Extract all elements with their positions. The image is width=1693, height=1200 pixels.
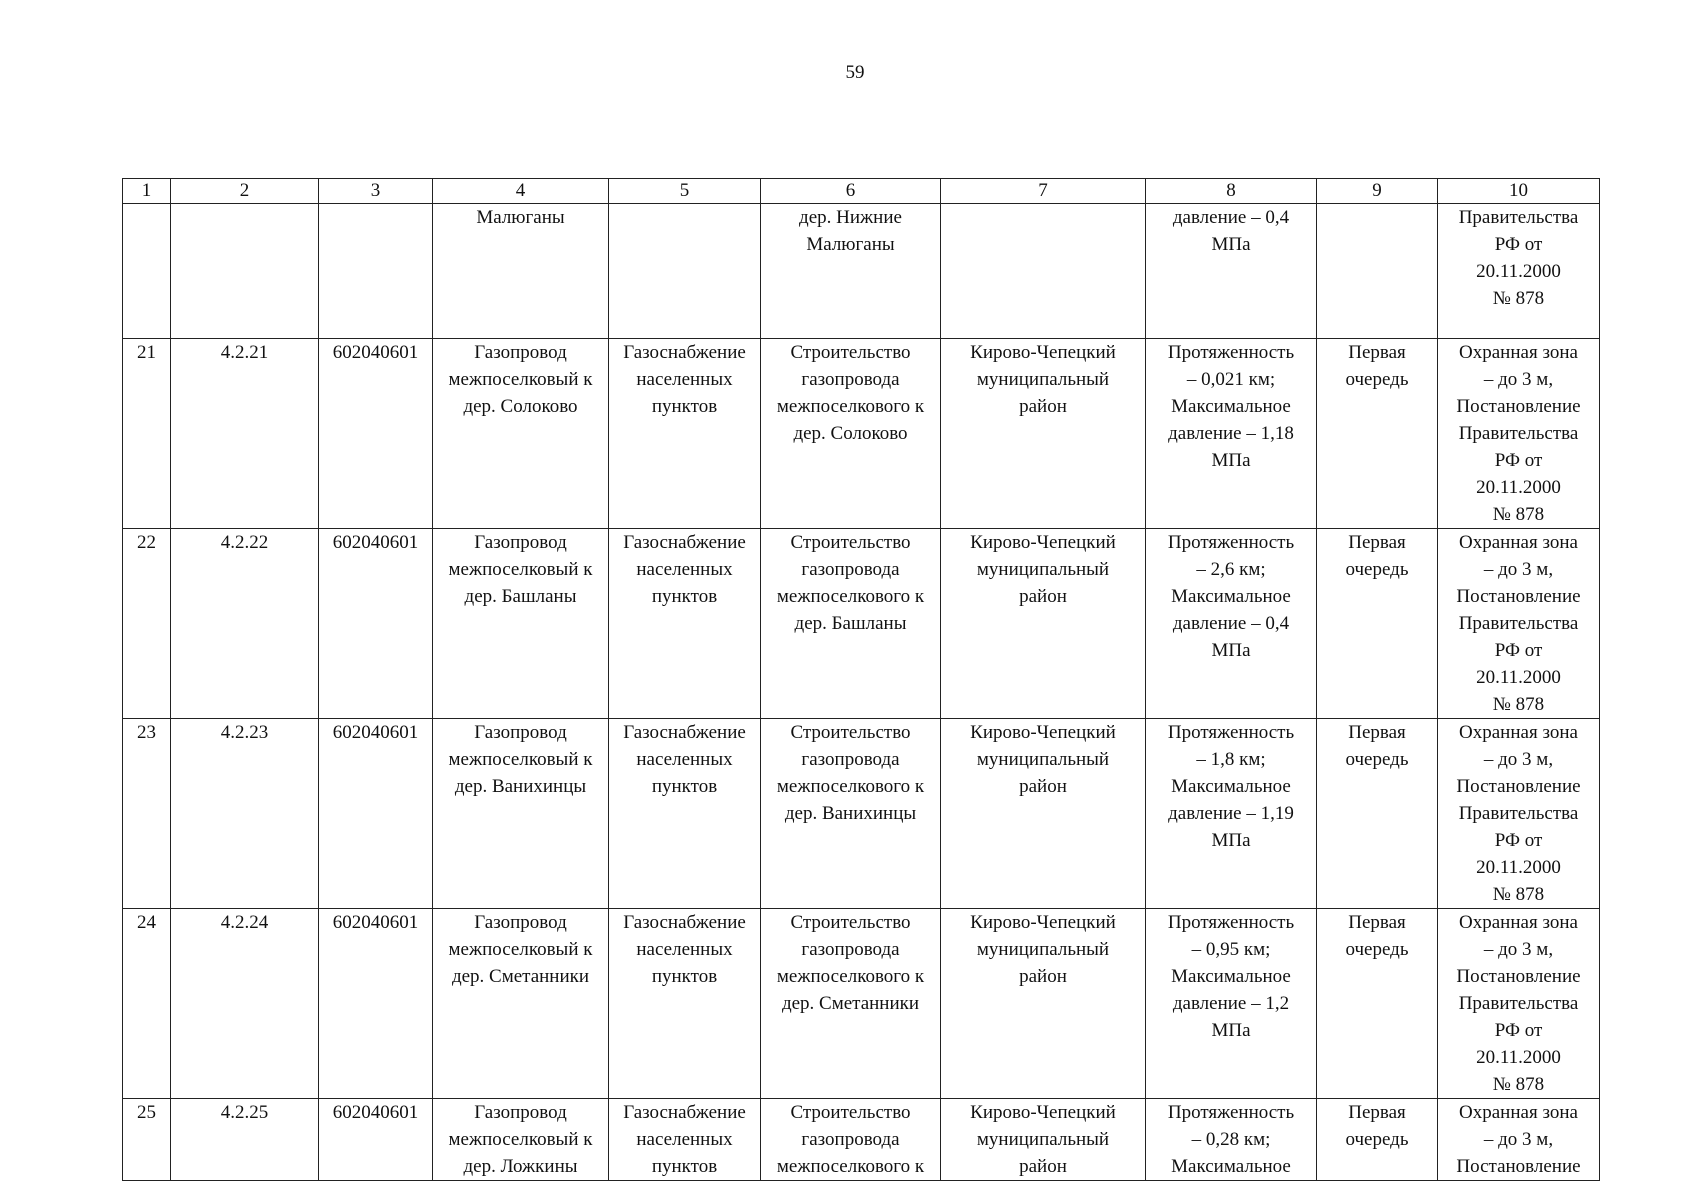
cell-text-line: – до 3 м, (1483, 749, 1554, 770)
cell-text-line: межпоселковый к (448, 1129, 593, 1150)
column-number: 6 (761, 179, 941, 204)
table-row (123, 529, 1600, 719)
column-number: 1 (123, 179, 171, 204)
cell-text-line: Газопровод (474, 1102, 567, 1123)
cell-text-line: РФ от (1494, 234, 1543, 255)
cell-text-line: межпоселкового к (776, 966, 925, 987)
cell-text-line: 20.11.2000 (1476, 1047, 1561, 1068)
cell-text-line: давление – 1,18 (1168, 423, 1294, 444)
cell-text-line: район (1019, 1156, 1067, 1177)
cell-text-line: дер. Ванихинцы (784, 803, 917, 824)
cell-row-number (123, 204, 171, 339)
cell-text-line: Максимальное (1171, 396, 1291, 417)
column-number: 2 (171, 179, 319, 204)
cell-text-line: – до 3 м, (1483, 369, 1554, 390)
cell-text-line: МПа (1211, 234, 1251, 255)
cell-row-number (123, 719, 171, 909)
cell-text-line: дер. Ложкины (463, 1156, 578, 1177)
cell-text-line: – 0,021 км; (1186, 369, 1276, 390)
cell-measures (761, 529, 941, 719)
cell-text-line: Постановление (1456, 396, 1581, 417)
cell-text-line: давление – 1,2 (1172, 993, 1290, 1014)
cell-text-line: – до 3 м, (1483, 939, 1554, 960)
cell-characteristics (1146, 529, 1317, 719)
cell-text-line: Первая (1348, 1102, 1406, 1123)
cell-zone (1438, 1099, 1600, 1181)
cell-text-line: Максимальное (1171, 1156, 1291, 1177)
cell-text-line: Газоснабжение (623, 1102, 746, 1123)
cell-row-number (123, 529, 171, 719)
cell-text-line: населенных (636, 369, 733, 390)
cell-text-line: Газопровод (474, 722, 567, 743)
column-number: 3 (319, 179, 433, 204)
cell-text-line: Максимальное (1171, 966, 1291, 987)
table-body (123, 204, 1600, 1181)
cell-text-line: – до 3 м, (1483, 559, 1554, 580)
cell-class-code (319, 529, 433, 719)
cell-text-line: 20.11.2000 (1476, 477, 1561, 498)
cell-text-line: 4.2.24 (220, 912, 269, 933)
cell-code (171, 719, 319, 909)
cell-text-line: Протяженность (1167, 532, 1295, 553)
cell-text-line: Кирово-Чепецкий (970, 342, 1116, 363)
cell-characteristics (1146, 719, 1317, 909)
cell-text-line: очередь (1345, 559, 1409, 580)
cell-zone (1438, 719, 1600, 909)
cell-text-line: Протяженность (1167, 342, 1295, 363)
cell-text-line: дер. Нижние (799, 207, 902, 228)
cell-text-line: муниципальный (976, 559, 1110, 580)
cell-text-line: Строительство (790, 342, 911, 363)
column-number: 8 (1146, 179, 1317, 204)
cell-text-line: № 878 (1492, 884, 1545, 905)
cell-text-line: № 878 (1492, 694, 1545, 715)
cell-text-line: Первая (1348, 912, 1406, 933)
cell-text-line: Охранная зона (1459, 532, 1578, 553)
cell-text-line: Газопровод (474, 342, 567, 363)
cell-text-line: дер. Сметанники (451, 966, 590, 987)
cell-text-line: № 878 (1492, 288, 1545, 309)
cell-stage (1317, 909, 1438, 1099)
cell-text-line: – 0,95 км; (1191, 939, 1271, 960)
cell-text-line: Протяженность (1167, 912, 1295, 933)
cell-text-line: Первая (1348, 532, 1406, 553)
cell-object-name (433, 529, 609, 719)
cell-purpose (609, 529, 761, 719)
cell-text-line: район (1019, 396, 1067, 417)
cell-text-line: межпоселкового к (776, 1156, 925, 1177)
cell-class-code (319, 909, 433, 1099)
cell-stage (1317, 719, 1438, 909)
cell-text-line: Правительства (1458, 803, 1579, 824)
cell-text-line: дер. Башланы (794, 613, 907, 634)
cell-measures (761, 204, 941, 339)
cell-text-line: межпоселковый к (448, 749, 593, 770)
cell-text-line: пунктов (651, 1156, 718, 1177)
cell-text-line: Кирово-Чепецкий (970, 1102, 1116, 1123)
cell-class-code (319, 204, 433, 339)
cell-text-line: Газоснабжение (623, 912, 746, 933)
cell-text-line: дер. Ванихинцы (454, 776, 587, 797)
cell-text-line: дер. Солоково (463, 396, 578, 417)
cell-text-line: межпоселкового к (776, 586, 925, 607)
cell-text-line: муниципальный (976, 369, 1110, 390)
cell-text-line: пунктов (651, 586, 718, 607)
column-number: 10 (1438, 179, 1600, 204)
cell-code (171, 339, 319, 529)
cell-text-line: район (1019, 966, 1067, 987)
table-row (123, 909, 1600, 1099)
page-number: 59 (845, 62, 865, 83)
cell-text-line: пунктов (651, 966, 718, 987)
column-number: 4 (433, 179, 609, 204)
cell-text-line: населенных (636, 939, 733, 960)
cell-measures (761, 909, 941, 1099)
cell-text-line: 4.2.23 (220, 722, 269, 743)
cell-text-line: муниципальный (976, 1129, 1110, 1150)
cell-text-line: Постановление (1456, 1156, 1581, 1177)
cell-text-line: № 878 (1492, 1074, 1545, 1095)
cell-text-line: Постановление (1456, 776, 1581, 797)
cell-text-line: 602040601 (332, 722, 419, 743)
cell-text-line: Кирово-Чепецкий (970, 722, 1116, 743)
cell-purpose (609, 909, 761, 1099)
cell-text-line: РФ от (1494, 830, 1543, 851)
cell-text-line: Газоснабжение (623, 722, 746, 743)
cell-text-line: Протяженность (1167, 1102, 1295, 1123)
cell-text-line: газопровода (801, 939, 900, 960)
cell-text-line: газопровода (801, 369, 900, 390)
cell-text-line: 602040601 (332, 532, 419, 553)
cell-text-line: населенных (636, 559, 733, 580)
cell-text-line: давление – 0,4 (1172, 613, 1290, 634)
cell-text-line: 602040601 (332, 912, 419, 933)
cell-characteristics (1146, 909, 1317, 1099)
cell-text-line: Охранная зона (1459, 1102, 1578, 1123)
cell-text-line: Малюганы (806, 234, 895, 255)
cell-location (941, 719, 1146, 909)
cell-object-name (433, 719, 609, 909)
cell-text-line: 24 (137, 912, 156, 933)
cell-purpose (609, 204, 761, 339)
cell-stage (1317, 204, 1438, 339)
cell-text-line: 21 (137, 342, 156, 363)
cell-text-line: дер. Сметанники (781, 993, 920, 1014)
cell-code (171, 1099, 319, 1181)
cell-object-name (433, 909, 609, 1099)
cell-class-code (319, 339, 433, 529)
cell-text-line: Первая (1348, 342, 1406, 363)
cell-text-line: Максимальное (1171, 776, 1291, 797)
cell-characteristics (1146, 1099, 1317, 1181)
cell-text-line: Кирово-Чепецкий (970, 532, 1116, 553)
cell-text-line: 602040601 (332, 1102, 419, 1123)
cell-location (941, 204, 1146, 339)
cell-text-line: очередь (1345, 1129, 1409, 1150)
column-number-row (123, 179, 1600, 204)
cell-text-line: 4.2.21 (220, 342, 269, 363)
column-number: 7 (941, 179, 1146, 204)
cell-text-line: межпоселковый к (448, 369, 593, 390)
cell-text-line: Охранная зона (1459, 342, 1578, 363)
cell-stage (1317, 339, 1438, 529)
cell-text-line: населенных (636, 1129, 733, 1150)
cell-row-number (123, 909, 171, 1099)
cell-purpose (609, 339, 761, 529)
cell-characteristics (1146, 204, 1317, 339)
cell-text-line: Строительство (790, 1102, 911, 1123)
cell-text-line: – 0,28 км; (1191, 1129, 1271, 1150)
cell-zone (1438, 339, 1600, 529)
cell-zone (1438, 909, 1600, 1099)
cell-location (941, 1099, 1146, 1181)
cell-object-name (433, 339, 609, 529)
cell-zone (1438, 204, 1600, 339)
cell-text-line: межпоселкового к (776, 776, 925, 797)
cell-text-line: район (1019, 586, 1067, 607)
cell-text-line: давление – 1,19 (1168, 803, 1294, 824)
cell-purpose (609, 1099, 761, 1181)
cell-code (171, 204, 319, 339)
cell-text-line: Правительства (1458, 993, 1579, 1014)
cell-text-line: очередь (1345, 369, 1409, 390)
cell-text-line: 20.11.2000 (1476, 667, 1561, 688)
cell-text-line: Охранная зона (1459, 722, 1578, 743)
cell-text-line: муниципальный (976, 939, 1110, 960)
cell-text-line: газопровода (801, 1129, 900, 1150)
cell-measures (761, 1099, 941, 1181)
column-number: 5 (609, 179, 761, 204)
cell-zone (1438, 529, 1600, 719)
cell-text-line: район (1019, 776, 1067, 797)
cell-text-line: Газоснабжение (623, 342, 746, 363)
cell-text-line: Постановление (1456, 966, 1581, 987)
cell-characteristics (1146, 339, 1317, 529)
cell-location (941, 909, 1146, 1099)
cell-text-line: пунктов (651, 776, 718, 797)
cell-text-line: Правительства (1458, 423, 1579, 444)
table-row (123, 719, 1600, 909)
cell-text-line: Охранная зона (1459, 912, 1578, 933)
cell-text-line: 20.11.2000 (1476, 857, 1561, 878)
cell-text-line: межпоселковый к (448, 559, 593, 580)
cell-text-line: Максимальное (1171, 586, 1291, 607)
cell-text-line: Строительство (790, 532, 911, 553)
cell-text-line: 23 (137, 722, 156, 743)
cell-text-line: Строительство (790, 722, 911, 743)
cell-text-line: 4.2.25 (220, 1102, 269, 1123)
cell-text-line: пунктов (651, 396, 718, 417)
cell-text-line: газопровода (801, 749, 900, 770)
cell-object-name (433, 204, 609, 339)
cell-location (941, 339, 1146, 529)
cell-text-line: – 2,6 км; (1196, 559, 1266, 580)
cell-class-code (319, 1099, 433, 1181)
cell-text-line: Кирово-Чепецкий (970, 912, 1116, 933)
cell-text-line: 602040601 (332, 342, 419, 363)
cell-text-line: – 1,8 км; (1196, 749, 1266, 770)
cell-text-line: МПа (1211, 640, 1251, 661)
cell-text-line: МПа (1211, 450, 1251, 471)
cell-measures (761, 339, 941, 529)
cell-stage (1317, 1099, 1438, 1181)
cell-text-line: межпоселковый к (448, 939, 593, 960)
cell-text-line: Малюганы (476, 207, 565, 228)
cell-text-line: Постановление (1456, 586, 1581, 607)
cell-location (941, 529, 1146, 719)
table-row (123, 204, 1600, 339)
cell-text-line: 20.11.2000 (1476, 261, 1561, 282)
cell-text-line: МПа (1211, 1020, 1251, 1041)
cell-text-line: Правительства (1458, 207, 1579, 228)
cell-text-line: РФ от (1494, 1020, 1543, 1041)
cell-text-line: 4.2.22 (220, 532, 269, 553)
cell-text-line: Газопровод (474, 532, 567, 553)
cell-object-name (433, 1099, 609, 1181)
cell-text-line: № 878 (1492, 504, 1545, 525)
column-number: 9 (1317, 179, 1438, 204)
table-row (123, 339, 1600, 529)
cell-stage (1317, 529, 1438, 719)
cell-text-line: – до 3 м, (1483, 1129, 1554, 1150)
cell-text-line: очередь (1345, 749, 1409, 770)
cell-text-line: МПа (1211, 830, 1251, 851)
cell-code (171, 909, 319, 1099)
cell-text-line: Правительства (1458, 613, 1579, 634)
cell-text-line: Строительство (790, 912, 911, 933)
cell-text-line: муниципальный (976, 749, 1110, 770)
table-row (123, 1099, 1600, 1181)
cell-text-line: дер. Башланы (464, 586, 577, 607)
cell-text-line: очередь (1345, 939, 1409, 960)
cell-text-line: газопровода (801, 559, 900, 580)
cell-purpose (609, 719, 761, 909)
cell-text-line: Газоснабжение (623, 532, 746, 553)
cell-row-number (123, 339, 171, 529)
data-table (122, 178, 1600, 1181)
cell-text-line: давление – 0,4 (1172, 207, 1290, 228)
cell-code (171, 529, 319, 719)
cell-text-line: Газопровод (474, 912, 567, 933)
cell-text-line: 22 (137, 532, 156, 553)
cell-text-line: РФ от (1494, 450, 1543, 471)
cell-measures (761, 719, 941, 909)
cell-text-line: 25 (137, 1102, 156, 1123)
cell-text-line: Протяженность (1167, 722, 1295, 743)
cell-text-line: межпоселкового к (776, 396, 925, 417)
cell-row-number (123, 1099, 171, 1181)
cell-text-line: дер. Солоково (793, 423, 908, 444)
cell-text-line: РФ от (1494, 640, 1543, 661)
cell-text-line: Первая (1348, 722, 1406, 743)
cell-text-line: населенных (636, 749, 733, 770)
cell-class-code (319, 719, 433, 909)
